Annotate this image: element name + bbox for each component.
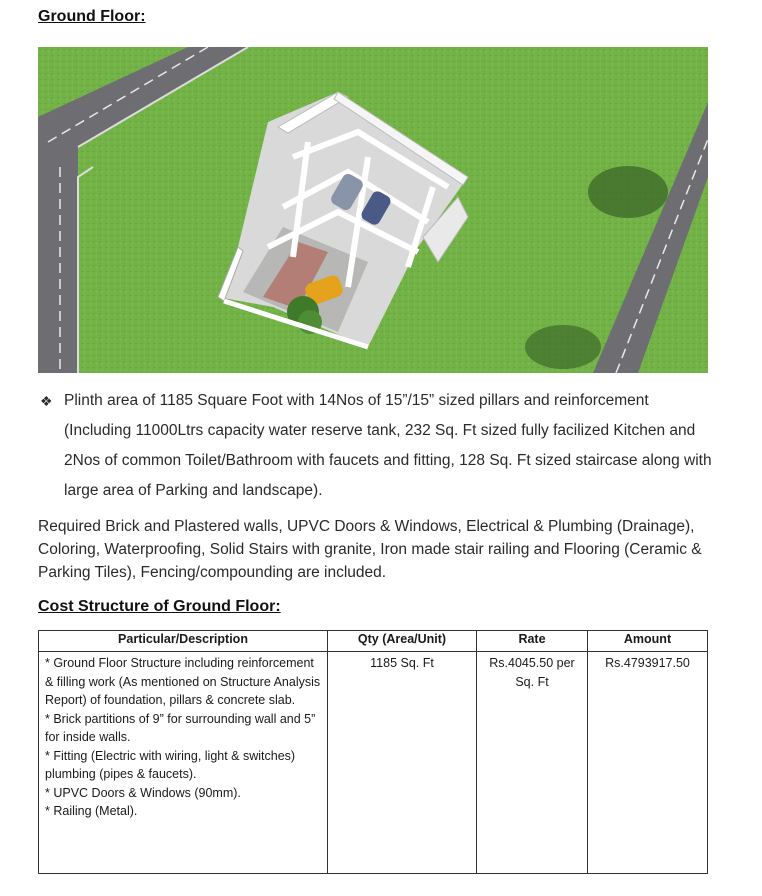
plinth-bullet-text: Plinth area of 1185 Square Foot with 14Nos of 15”/15” sized pillars and reinforcement (Including 11000Ltrs capacity water reserve tank, 232 Sq. Ft sized fully facilized Kitchen and 2Nos of common Toilet/Bathroom with faucets and fitting, 128 Sq. Ft sized staircase along with large area of Parking and landscape). xyxy=(64,392,712,499)
description-line: * UPVC Doors & Windows (90mm). xyxy=(45,785,241,800)
ground-floor-heading: Ground Floor: xyxy=(38,8,146,25)
included-items-paragraph: Required Brick and Plastered walls, UPVC Doors & Windows, Electrical & Plumbing (Drainage), Coloring, Waterproofing, Solid Stairs with granite, Iron made stair railing and Flooring (Ceramic & Parking Tiles), Fencing/compounding are included. xyxy=(38,518,702,581)
header-amount: Amount xyxy=(588,631,708,652)
diamond-bullet-icon: ❖ xyxy=(40,393,53,409)
rate-cell: Rs.4045.50 per Sq. Ft xyxy=(477,652,588,874)
description-cell xyxy=(39,652,328,874)
amount-cell: Rs.4793917.50 xyxy=(588,652,708,874)
qty-cell: 1185 Sq. Ft xyxy=(328,652,477,874)
table-header-row xyxy=(39,631,708,652)
ground-floor-render xyxy=(38,47,708,373)
plinth-bullet xyxy=(40,386,720,506)
cost-table xyxy=(38,630,708,874)
header-particular: Particular/Description xyxy=(39,631,328,652)
description-line: * Brick partitions of 9” for surrounding wall and 5” for inside walls. xyxy=(45,711,316,744)
description-line: * Ground Floor Structure including reinforcement & filling work (As mentioned on Structure Analysis Report) of foundation, pillars & concrete slab. xyxy=(45,656,321,707)
description-line: * Railing (Metal). xyxy=(45,804,138,818)
description-line: * Fitting (Electric with wiring, light & switches) plumbing (pipes & faucets). xyxy=(45,748,296,781)
header-rate: Rate xyxy=(477,631,588,652)
table-row xyxy=(39,652,708,874)
cost-structure-heading: Cost Structure of Ground Floor: xyxy=(38,598,281,615)
header-qty: Qty (Area/Unit) xyxy=(328,631,477,652)
